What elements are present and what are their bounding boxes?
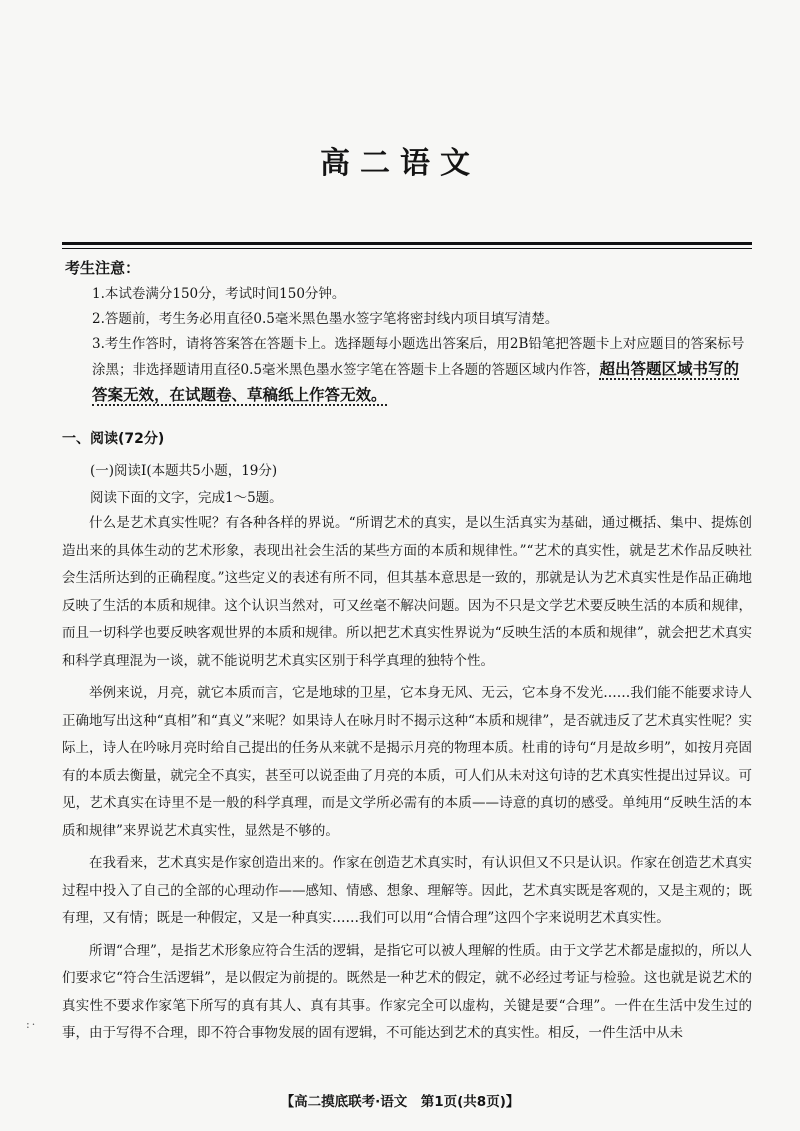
header-rule-thin xyxy=(62,248,752,249)
passage-paragraph-3: 在我看来，艺术真实是作家创造出来的。作家在创造艺术真实时，有认识但又不只是认识。作家在创造艺术真实过程中投入了自己的全部的心理动作——感知、情感、想象、理解等。因此，艺术真实既是客观的，又是主观的；既有理，又有情；既是一种假定，又是一种真实……我们可以用“合情合理”这四个字来说明艺术真实性。 xyxy=(62,855,752,926)
page-title: 高二语文 xyxy=(320,146,480,181)
passage-paragraph-2: 举例来说，月亮，就它本质而言，它是地球的卫星，它本身无风、无云，它本身不发光……我们能不能要求诗人正确地写出这种“真相”和“真义”来呢？如果诗人在咏月时不揭示这种“本质和规律”，是否就违反了艺术真实性呢？实际上，诗人在吟咏月亮时给自己提出的任务从来就不是揭示月亮的物理本质。杜甫的诗句“月是故乡明”，如按月亮固有的本质去衡量，就完全不真实，甚至可以说歪曲了月亮的本质，可人们从未对这句诗的艺术真实性提出过异议。可见，艺术真实在诗里不是一般的科学真理，而是文学所必需有的本质——诗意的真切的感受。单纯用“反映生活的本质和规律”来界说艺术真实性，显然是不够的。 xyxy=(62,685,752,839)
reading-instruction: 阅读下面的文字，完成1～5题。 xyxy=(90,490,283,506)
header-rule-thick xyxy=(62,242,752,245)
passage xyxy=(62,510,752,1053)
notice-item-2: 2.答题前，考生务必用直径0.5毫米黑色墨水签字笔将密封线内项目填写清楚。 xyxy=(92,311,559,327)
notice-list xyxy=(92,282,752,409)
notice-item-1: 1.本试卷满分150分，考试时间150分钟。 xyxy=(92,286,346,302)
section-title: 一、阅读(72分) xyxy=(62,431,165,447)
notice-item-3-emphasis: 超出答题区域书写的答案无效，在试题卷、草稿纸上作答无效。 xyxy=(92,360,739,404)
subsection-title: (一)阅读Ⅰ(本题共5小题，19分) xyxy=(90,463,278,479)
notice-heading: 考生注意： xyxy=(65,259,141,277)
passage-paragraph-1: 什么是艺术真实性呢？有各种各样的界说。“所谓艺术的真实，是以生活真实为基础，通过概括、集中、提炼创造出来的具体生动的艺术形象，表现出社会生活的某些方面的本质和规律性。”“艺术的真实性，就是艺术作品反映社会生活所达到的正确程度。”这些定义的表述有所不同，但其基本意思是一致的，那就是认为艺术真实性是作品正确地反映了生活的本质和规律。这个认识当然对，可又丝毫不解决问题。因为不只是文学艺术要反映生活的本质和规律，而且一切科学也要反映客观世界的本质和规律。所以把艺术真实性界说为“反映生活的本质和规律”，就会把艺术真实和科学真理混为一谈，就不能说明艺术真实区别于科学真理的独特个性。 xyxy=(62,515,752,669)
notice-item-3 xyxy=(92,332,752,409)
passage-paragraph-4: 所谓“合理”，是指艺术形象应符合生活的逻辑，是指它可以被人理解的性质。由于文学艺术都是虚拟的，所以人们要求它“符合生活逻辑”，是以假定为前提的。既然是一种艺术的假定，就不必经过考证与检验。这也就是说艺术的真实性不要求作家笔下所写的真有其人、真有其事。作家完全可以虚构，关键是要“合理”。一件在生活中发生过的事，由于写得不合理，即不符合事物发展的固有逻辑，不可能达到艺术的真实性。相反，一件生活中从未 xyxy=(62,942,752,1041)
margin-mark: :· xyxy=(26,1018,38,1031)
notice-item-3-text: 3.考生作答时，请将答案答在答题卡上。选择题每小题选出答案后，用2B铅笔把答题卡上对应题目的答案标号涂黑；非选择题请用直径0.5毫米黑色墨水签字笔在答题卡上各题的答题区域内作答， xyxy=(92,336,745,378)
page-footer: 【高二摸底联考·语文 第1页(共8页)】 xyxy=(280,1094,520,1110)
